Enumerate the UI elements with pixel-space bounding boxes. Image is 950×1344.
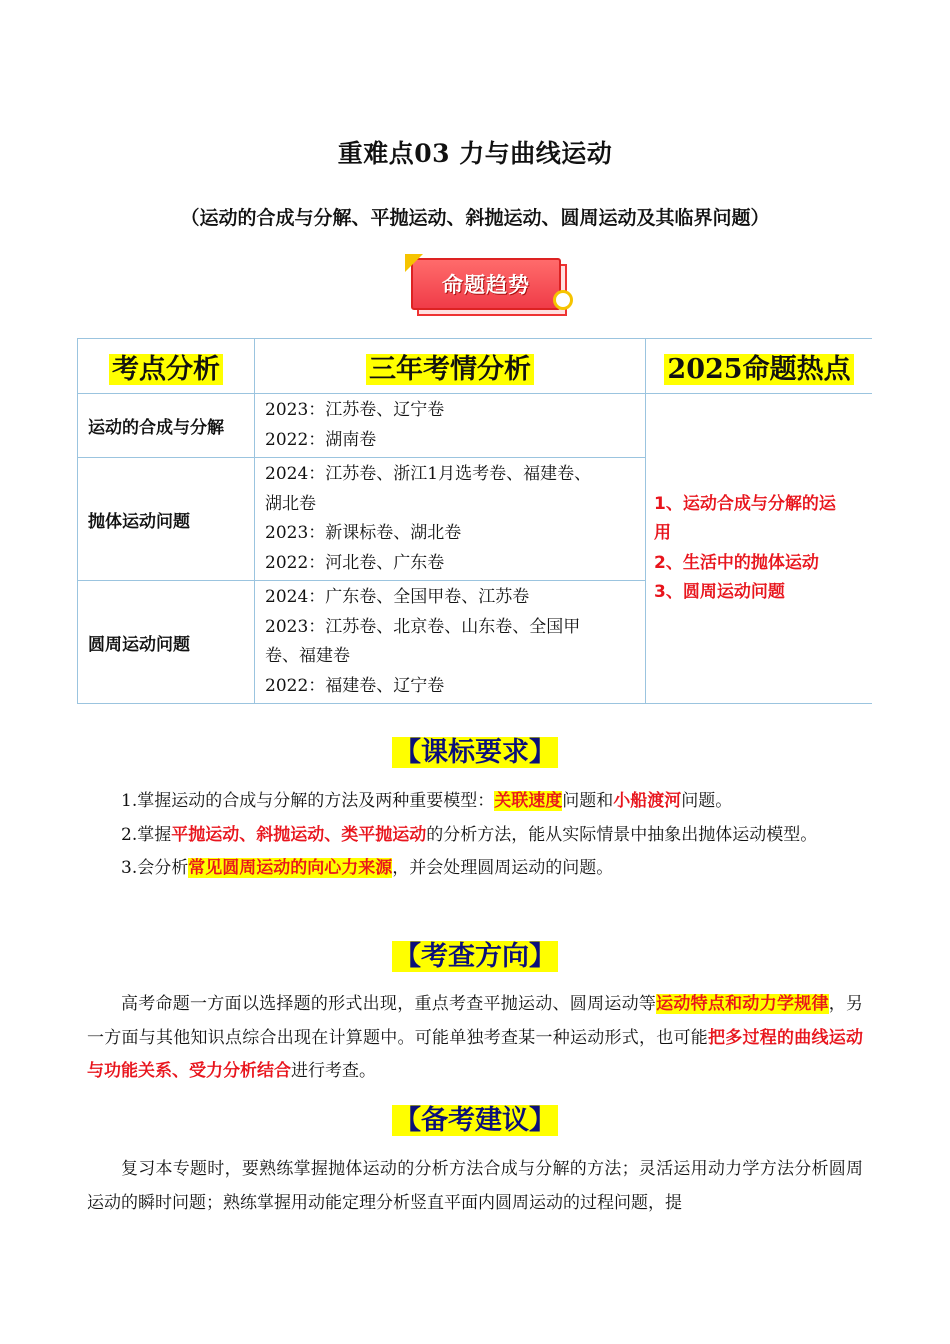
page-subtitle: （运动的合成与分解、平抛运动、斜抛运动、圆周运动及其临界问题） — [180, 207, 770, 229]
direction-paragraph: 高考命题一方面以选择题的形式出现，重点考查平抛运动、圆周运动等运动特点和动力学规律，另一方面与其他知识点综合出现在计算题中。可能单独考查某一种运动形式，也可能把多过程的曲线运动与功能关系、受力分析结合进行考查。 — [87, 994, 864, 1081]
years-cell: 2024：江苏卷、浙江1月选考卷、福建卷、 湖北卷 2023：新课标卷、湖北卷 2022：河北卷、广东卷 — [255, 458, 646, 581]
table-row — [78, 394, 873, 458]
topic-cell: 抛体运动问题 — [78, 458, 255, 581]
curriculum-item-2: 2.掌握平抛运动、斜抛运动、类平抛运动的分析方法，能从实际情景中抽象出抛体运动模型。 — [121, 824, 818, 845]
header-years: 三年考情分析 — [255, 339, 646, 394]
table-header-row — [78, 339, 873, 394]
curriculum-body — [87, 785, 863, 886]
advice-body — [87, 1153, 863, 1220]
exam-analysis-table — [77, 338, 872, 704]
header-hotspots: 2025命题热点 — [646, 339, 873, 394]
hotspots-cell: 1、运动合成与分解的运 用 2、生活中的抛体运动 3、圆周运动问题 — [646, 394, 873, 704]
years-cell: 2023：江苏卷、辽宁卷 2022：湖南卷 — [255, 394, 646, 458]
curriculum-item-3: 3.会分析常见圆周运动的向心力来源，并会处理圆周运动的问题。 — [121, 858, 614, 878]
badge-corner-icon — [405, 254, 423, 272]
advice-paragraph: 复习本专题时，要熟练掌握抛体运动的分析方法合成与分解的方法；灵活运用动力学方法分析圆周运动的瞬时问题；熟练掌握用动能定理分析竖直平面内圆周运动的过程问题，提 — [87, 1159, 863, 1213]
years-cell: 2024：广东卷、全国甲卷、江苏卷 2023：江苏卷、北京卷、山东卷、全国甲 卷、福建卷 2022：福建卷、辽宁卷 — [255, 581, 646, 704]
topic-cell: 运动的合成与分解 — [78, 394, 255, 458]
direction-body — [87, 988, 863, 1089]
curriculum-item-1: 1.掌握运动的合成与分解的方法及两种重要模型：关联速度问题和小船渡河问题。 — [121, 791, 733, 811]
advice-heading: 【备考建议】 — [394, 1105, 556, 1136]
badge-label: 命题趋势 — [411, 258, 561, 310]
curriculum-heading: 【课标要求】 — [394, 737, 556, 768]
badge-ring-icon — [553, 290, 573, 310]
topic-cell: 圆周运动问题 — [78, 581, 255, 704]
header-topic: 考点分析 — [78, 339, 255, 394]
page-title: 重难点03 力与曲线运动 — [337, 139, 613, 168]
trend-badge — [405, 254, 573, 314]
direction-heading: 【考查方向】 — [394, 941, 556, 972]
